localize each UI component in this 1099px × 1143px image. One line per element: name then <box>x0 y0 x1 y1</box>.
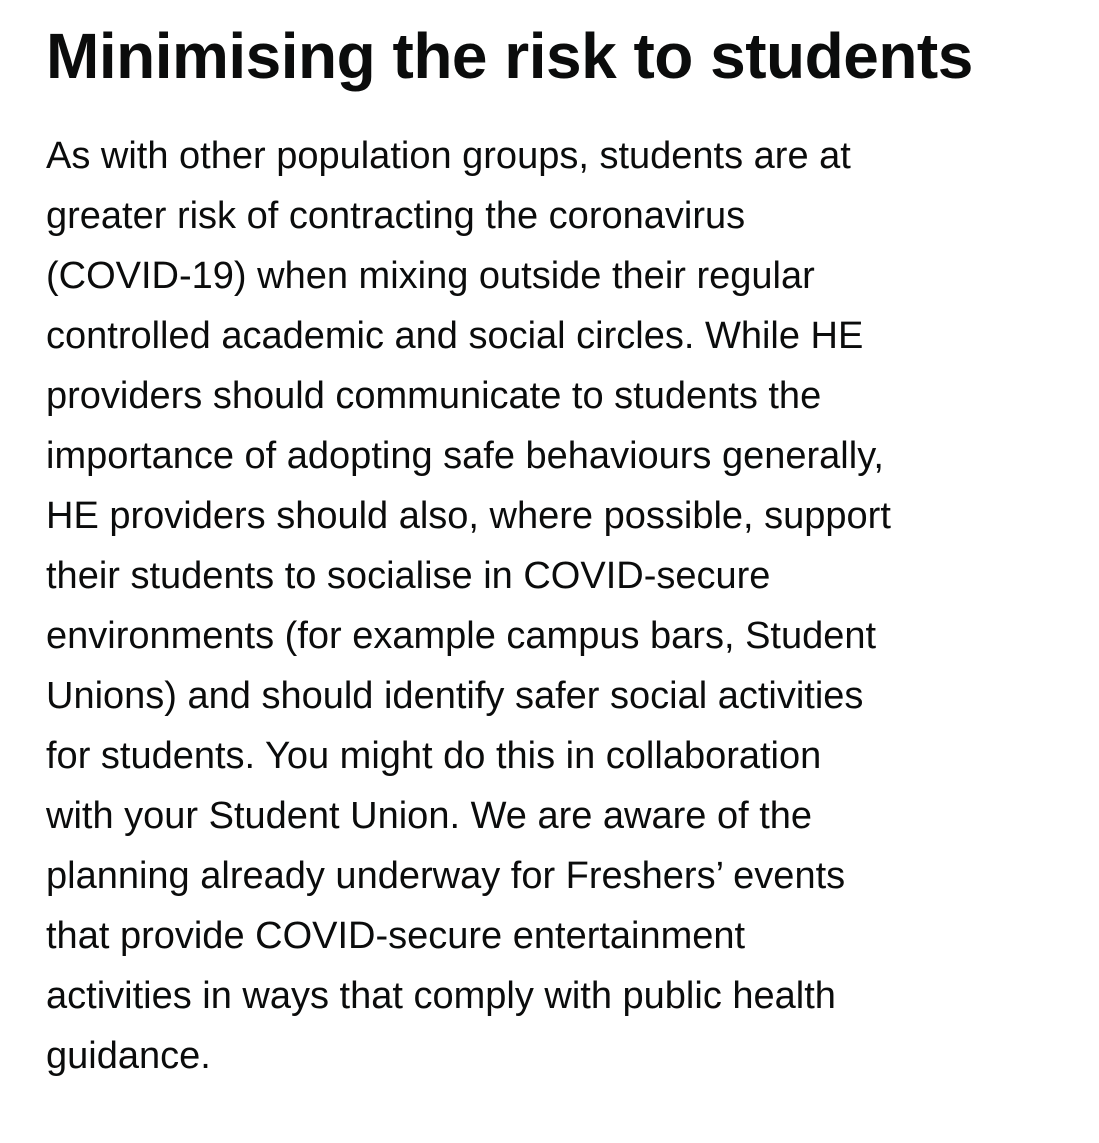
paragraph-line: greater risk of contracting the coronavirus <box>46 195 746 237</box>
paragraph-line: providers should communicate to students the <box>46 375 822 417</box>
paragraph-line: controlled academic and social circles. While HE <box>46 315 864 357</box>
paragraph-line: Unions) and should identify safer social activities <box>46 675 864 717</box>
paragraph-line: As with other population groups, students are at <box>46 135 851 177</box>
paragraph-line: importance of adopting safe behaviours generally, <box>46 435 884 477</box>
paragraph-line: guidance. <box>46 1035 211 1077</box>
paragraph-line: (COVID-19) when mixing outside their regular <box>46 255 815 297</box>
paragraph-line: that provide COVID-secure entertainment <box>46 915 746 957</box>
paragraph-line: for students. You might do this in collaboration <box>46 735 822 777</box>
paragraph-line: HE providers should also, where possible, support <box>46 495 891 537</box>
paragraph-line: activities in ways that comply with public health <box>46 975 836 1017</box>
paragraph-line: planning already underway for Freshers’ events <box>46 855 846 897</box>
paragraph-line: with your Student Union. We are aware of the <box>46 795 813 837</box>
document-content <box>46 0 1086 1086</box>
paragraph-line: their students to socialise in COVID-secure <box>46 555 771 597</box>
body-paragraph <box>46 126 1086 1086</box>
page-title: Minimising the risk to students <box>46 20 973 92</box>
paragraph-line: environments (for example campus bars, Student <box>46 615 877 657</box>
